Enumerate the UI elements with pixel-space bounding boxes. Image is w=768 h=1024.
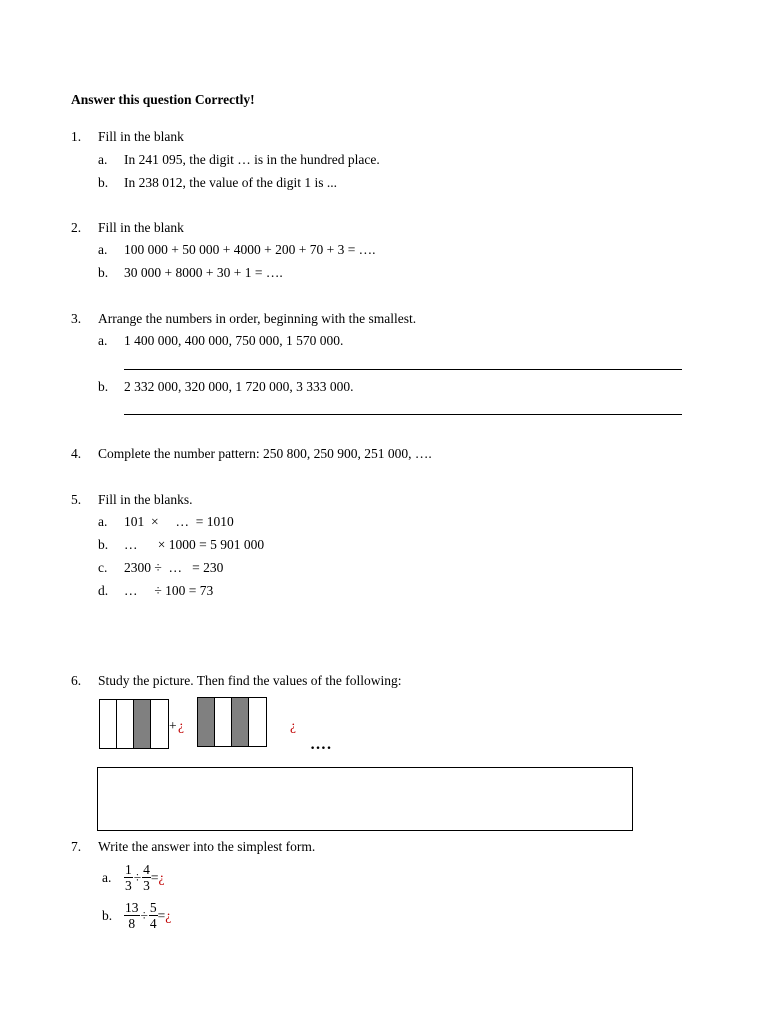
q5b-label: b. <box>98 537 109 552</box>
q5a-label: a. <box>98 514 108 529</box>
q2-text: Fill in the blank <box>98 220 184 235</box>
red-question-mark: ¿ <box>165 907 172 923</box>
unshaded-bar-part <box>117 700 134 748</box>
equals-sign: = <box>157 907 166 923</box>
fraction <box>124 862 133 893</box>
denominator: 3 <box>125 878 132 893</box>
q1-number: 1. <box>71 129 82 144</box>
shaded-bar-part <box>134 700 151 748</box>
q2b-text: 30 000 + 8000 + 30 + 1 = …. <box>124 265 283 280</box>
fraction <box>149 900 158 931</box>
q7a-expression <box>124 862 165 893</box>
q5c-label: c. <box>98 560 108 575</box>
q5-text: Fill in the blanks. <box>98 492 193 507</box>
q1b-label: b. <box>98 175 109 190</box>
q2b-label: b. <box>98 265 109 280</box>
q7-text: Write the answer into the simplest form. <box>98 839 316 854</box>
fraction <box>142 862 151 893</box>
unshaded-bar-part <box>151 700 168 748</box>
divide-sign: ÷ <box>133 869 142 885</box>
q3-number: 3. <box>71 311 82 326</box>
q1a-label: a. <box>98 152 108 167</box>
fraction-bar-group-1 <box>99 699 169 749</box>
q7b-label: b. <box>102 908 113 923</box>
q3b-label: b. <box>98 379 109 394</box>
denominator: 8 <box>128 916 136 931</box>
q3b-text: 2 332 000, 320 000, 1 720 000, 3 333 000. <box>124 379 354 394</box>
red-question-mark: ¿ <box>178 718 184 733</box>
q5d-label: d. <box>98 583 109 598</box>
ellipsis: …. <box>310 736 332 753</box>
red-question-mark: ¿ <box>290 718 296 733</box>
denominator: 3 <box>143 878 150 893</box>
plus-sign: + <box>169 718 177 733</box>
fraction-bar-group-2 <box>197 697 267 747</box>
divide-sign: ÷ <box>140 907 148 923</box>
q1-text: Fill in the blank <box>98 129 184 144</box>
q3a-answer-line[interactable] <box>124 369 682 370</box>
numerator: 13 <box>125 900 139 915</box>
denominator: 4 <box>149 916 157 931</box>
q6-number: 6. <box>71 673 82 688</box>
page-title: Answer this question Correctly! <box>71 92 255 107</box>
unshaded-bar-part <box>249 698 266 746</box>
q3a-text: 1 400 000, 400 000, 750 000, 1 570 000. <box>124 333 344 348</box>
q5-number: 5. <box>71 492 82 507</box>
q5c-text: 2300 ÷ … = 230 <box>124 560 224 575</box>
q7b-expression <box>124 900 171 931</box>
q5a-text: 101 × … = 1010 <box>124 514 234 529</box>
numerator: 4 <box>143 862 150 877</box>
red-question-mark: ¿ <box>158 869 165 885</box>
equals-sign: = <box>150 869 159 885</box>
q3a-label: a. <box>98 333 108 348</box>
numerator: 5 <box>149 900 157 915</box>
q6-answer-box[interactable] <box>97 767 633 831</box>
unshaded-bar-part <box>215 698 232 746</box>
shaded-bar-part <box>232 698 249 746</box>
q5d-text: … ÷ 100 = 73 <box>124 583 214 598</box>
q1a-text: In 241 095, the digit … is in the hundred place. <box>124 152 380 167</box>
unshaded-bar-part <box>100 700 117 748</box>
fraction <box>124 900 140 931</box>
q3-text: Arrange the numbers in order, beginning with the smallest. <box>98 311 417 326</box>
q6-text: Study the picture. Then find the values of the following: <box>98 673 402 688</box>
q2a-text: 100 000 + 50 000 + 4000 + 200 + 70 + 3 = …. <box>124 242 376 257</box>
q4-text: Complete the number pattern: 250 800, 250 900, 251 000, …. <box>98 446 432 461</box>
q3b-answer-line[interactable] <box>124 414 682 415</box>
q7-number: 7. <box>71 839 82 854</box>
q2-number: 2. <box>71 220 82 235</box>
q2a-label: a. <box>98 242 108 257</box>
numerator: 1 <box>125 862 132 877</box>
q5b-text: … × 1000 = 5 901 000 <box>124 537 265 552</box>
q4-number: 4. <box>71 446 82 461</box>
q7a-label: a. <box>102 870 112 885</box>
q1b-text: In 238 012, the value of the digit 1 is ... <box>124 175 337 190</box>
shaded-bar-part <box>198 698 215 746</box>
